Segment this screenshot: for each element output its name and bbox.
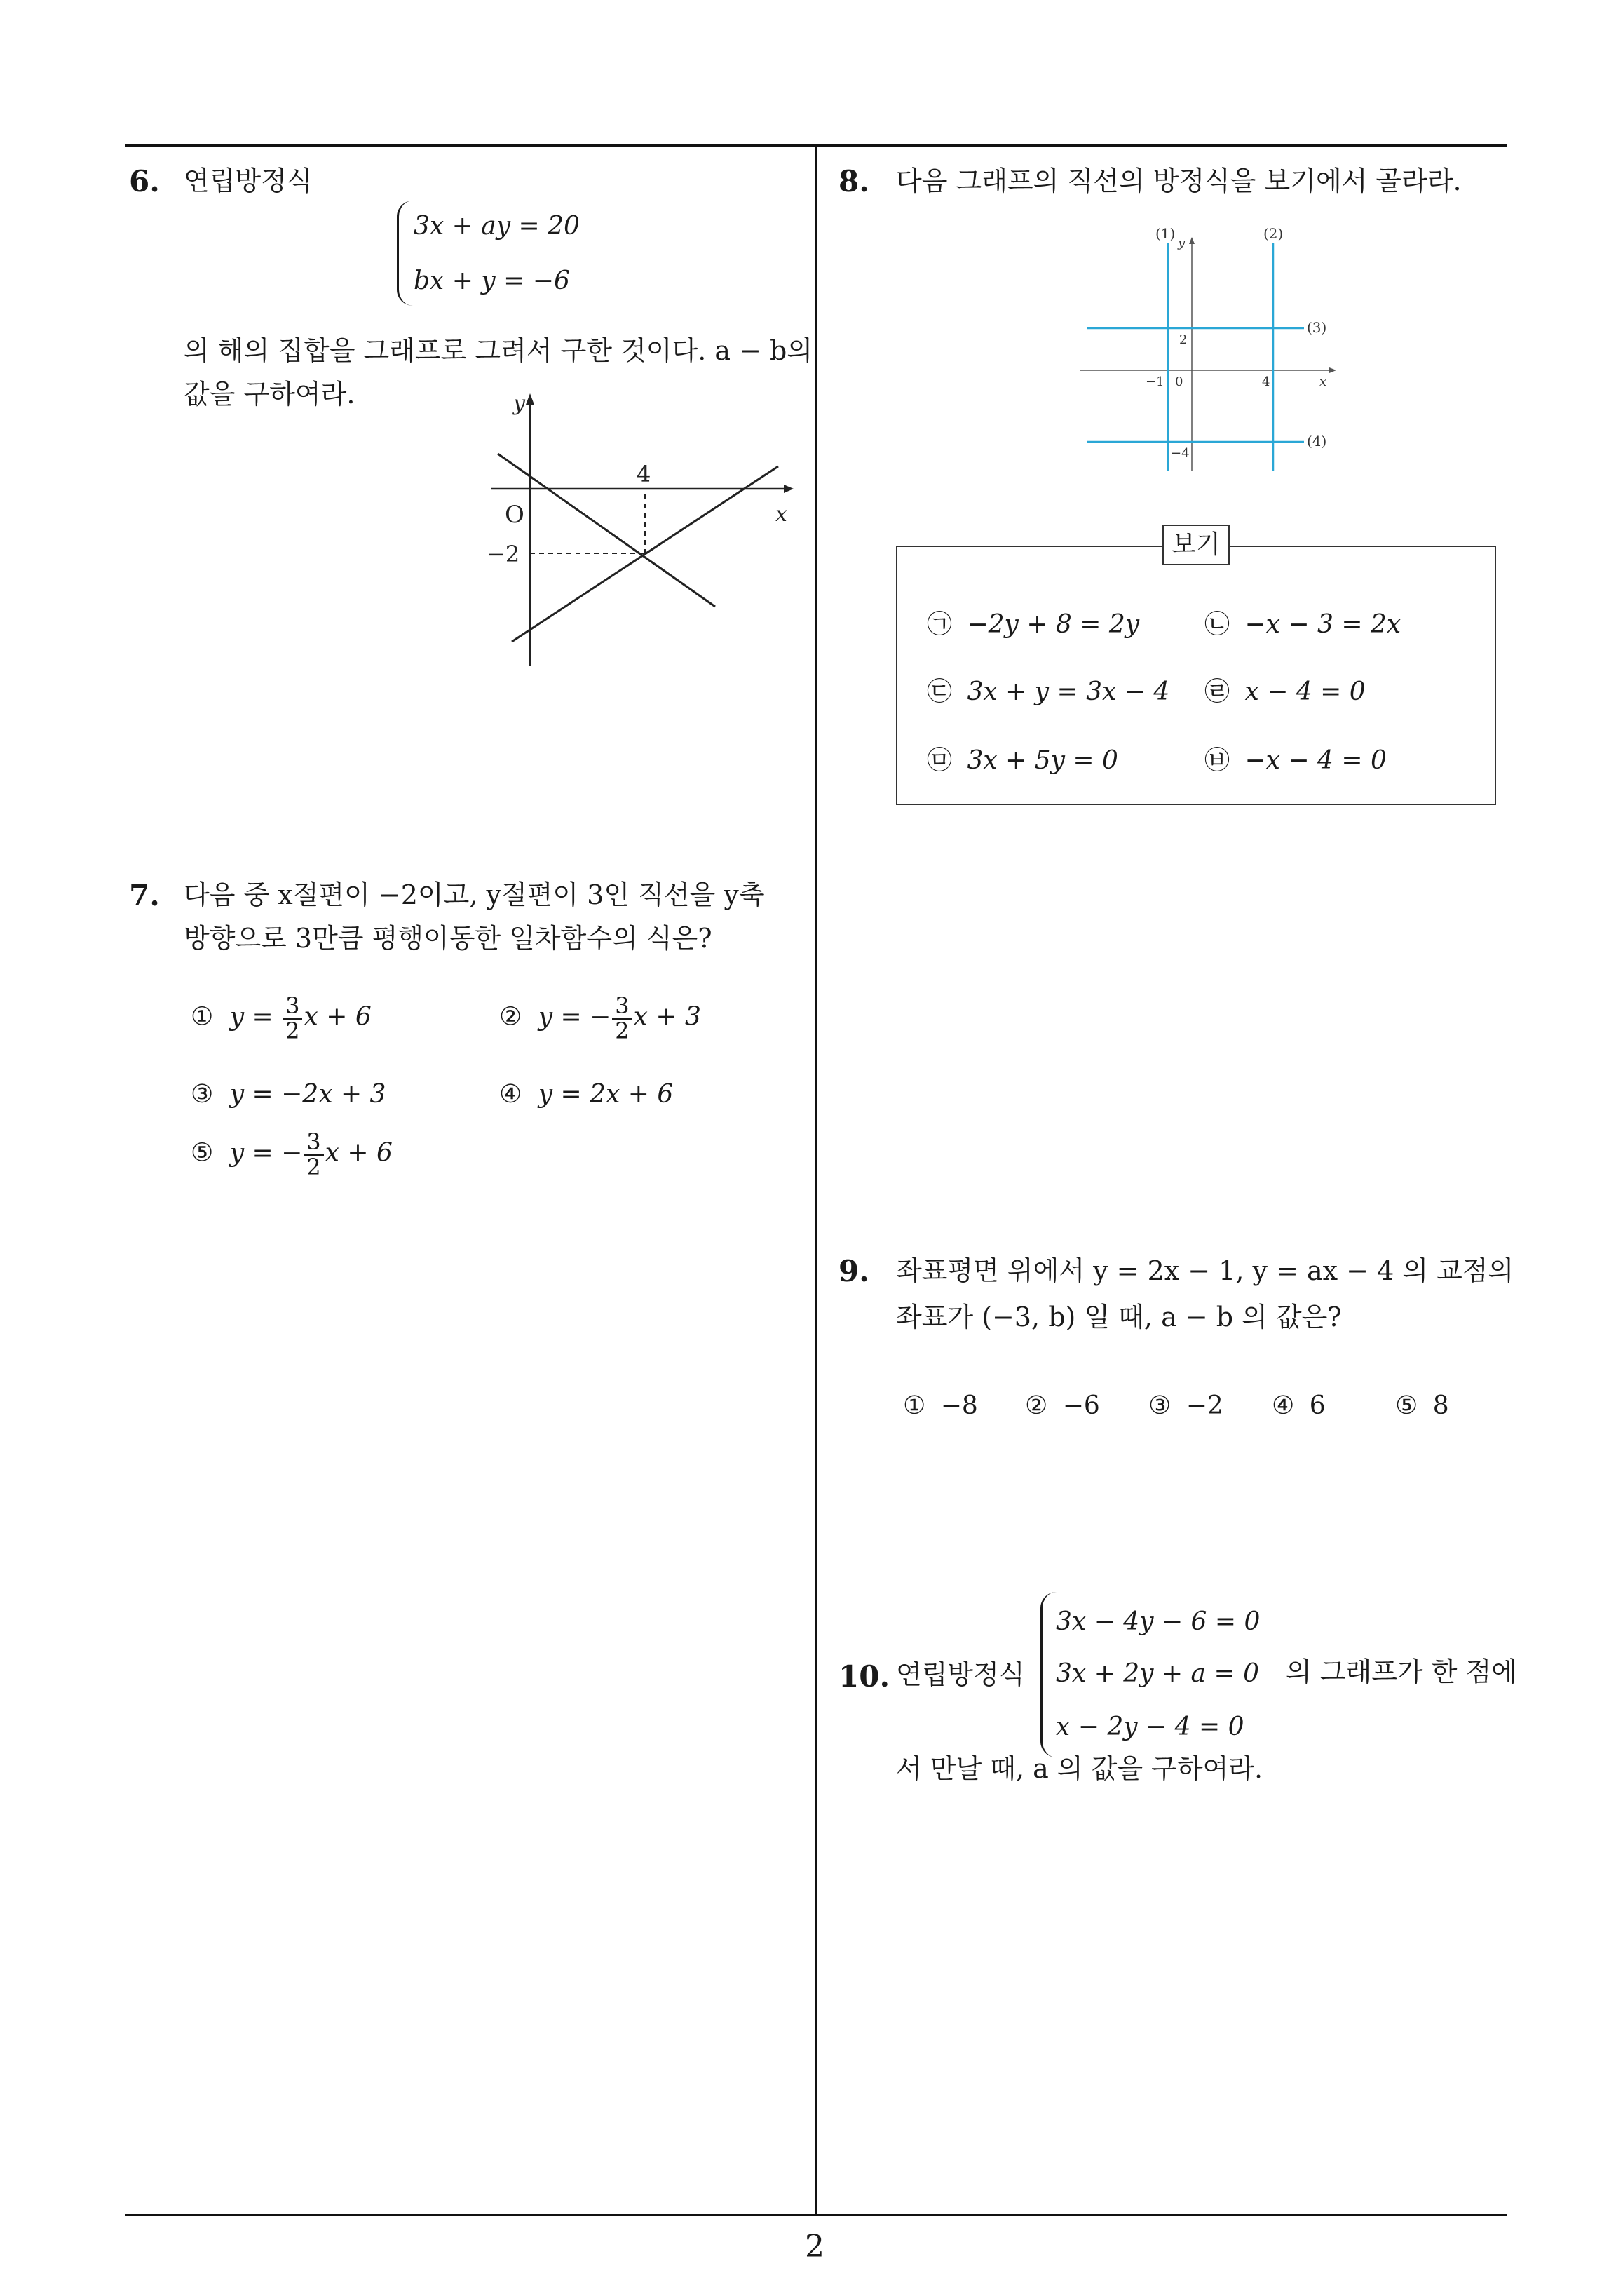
q9-choice-5-value: 8 xyxy=(1432,1391,1449,1420)
q10-tail: 의 그래프가 한 점에 xyxy=(1286,1656,1517,1687)
q7-choice-5[interactable] xyxy=(191,1130,393,1179)
q7-choice-3-mark: ③ xyxy=(191,1080,214,1109)
q8-tick-x-4: 4 xyxy=(1262,374,1270,389)
q6-y-tick-label: −2 xyxy=(487,541,520,567)
q8-tick-y-neg4: −4 xyxy=(1171,446,1190,461)
q7-choice-1[interactable] xyxy=(191,994,372,1043)
q8-option-1 xyxy=(927,605,1139,640)
q6-equation-1: 3x + ay = 20 xyxy=(414,212,580,241)
q6-text-line-2: 값을 구하여라. xyxy=(184,379,355,410)
q6-system-brace xyxy=(397,201,413,306)
q10-equation-3: x − 2y − 4 = 0 xyxy=(1056,1713,1244,1741)
q7-choice-2[interactable] xyxy=(499,994,701,1043)
q9-choice-5[interactable] xyxy=(1395,1391,1449,1420)
q7-choice-4-mark: ④ xyxy=(499,1080,522,1109)
q6-text-line-1: 의 해의 집합을 그래프로 그려서 구한 것이다. a − b의 xyxy=(184,335,813,366)
q9-choice-3-mark: ③ xyxy=(1148,1391,1172,1420)
q6-x-tick-label: 4 xyxy=(637,461,651,487)
q8-option-6-eq: −x − 4 = 0 xyxy=(1244,746,1387,775)
q8-tick-zero: 0 xyxy=(1175,374,1183,389)
q8-line-4-label: (4) xyxy=(1307,433,1327,450)
q8-option-3-eq: 3x + y = 3x − 4 xyxy=(967,677,1170,706)
q7-choice-5-post: x + 6 xyxy=(325,1138,393,1168)
q9-choice-3[interactable] xyxy=(1148,1391,1223,1420)
q7-number: 7. xyxy=(129,878,160,912)
q10-system-brace xyxy=(1040,1592,1057,1757)
q9-choice-4-mark: ④ xyxy=(1272,1391,1295,1420)
q7-choice-1-fraction: $\frac{3}{2}$ xyxy=(283,994,302,1043)
bogi-title: 보기 xyxy=(1162,525,1230,565)
q6-intro: 연립방정식 xyxy=(184,166,313,196)
q9-choice-5-mark: ⑤ xyxy=(1395,1391,1418,1420)
q9-choice-1-value: −8 xyxy=(940,1391,978,1420)
q9-choice-2[interactable] xyxy=(1025,1391,1100,1420)
q7-choice-2-post: x + 3 xyxy=(633,1002,701,1032)
q7-choice-3[interactable] xyxy=(191,1080,386,1109)
q8-option-1-eq: −2y + 8 = 2y xyxy=(967,610,1140,639)
q6-y-axis-arrow xyxy=(526,393,534,405)
q6-x-label: x xyxy=(775,502,787,527)
q7-choice-2-fraction: $\frac{3}{2}$ xyxy=(612,994,632,1043)
q7-choice-1-mark: ① xyxy=(191,1002,214,1032)
q8-y-axis-arrow xyxy=(1189,237,1195,244)
q9-choice-3-value: −2 xyxy=(1186,1391,1223,1420)
q7-choice-1-post: x + 6 xyxy=(304,1002,372,1032)
q6-number: 6. xyxy=(129,164,160,198)
q8-number: 8. xyxy=(838,164,869,198)
q7-choice-4-eq: y = 2x + 6 xyxy=(538,1080,674,1109)
q8-option-2-eq: −x − 3 = 2x xyxy=(1244,610,1401,639)
q8-y-label: y xyxy=(1178,236,1186,250)
q8-option-3 xyxy=(927,672,1169,708)
q8-option-6 xyxy=(1204,741,1387,776)
q9-choice-4-value: 6 xyxy=(1309,1391,1326,1420)
q8-line-2-label: (2) xyxy=(1263,225,1284,242)
q8-line-3-label: (3) xyxy=(1307,319,1327,336)
q8-tick-y-2: 2 xyxy=(1179,332,1188,347)
q10-intro: 연립방정식 xyxy=(896,1659,1025,1690)
q7-text-line-1: 다음 중 x절편이 −2이고, y절편이 3인 직선을 y축 xyxy=(184,879,765,910)
q8-x-axis-arrow xyxy=(1329,367,1336,373)
q10-equation-2: 3x + 2y + a = 0 xyxy=(1056,1659,1259,1688)
q8-option-4-eq: x − 4 = 0 xyxy=(1244,677,1366,706)
bottom-rule xyxy=(125,2214,1507,2216)
q7-choice-5-mark: ⑤ xyxy=(191,1138,214,1168)
column-divider xyxy=(815,144,817,2216)
q6-graph xyxy=(477,382,799,677)
q8-tick-x-neg1: −1 xyxy=(1146,374,1164,389)
q7-text-line-2: 방향으로 3만큼 평행이동한 일차함수의 식은? xyxy=(184,923,712,954)
q8-text: 다음 그래프의 직선의 방정식을 보기에서 골라라. xyxy=(896,166,1462,196)
q8-option-2 xyxy=(1204,605,1401,640)
q7-choice-3-eq: y = −2x + 3 xyxy=(229,1080,386,1109)
q8-option-1-mark: ㉠ xyxy=(927,610,953,639)
q6-x-axis-arrow xyxy=(784,485,794,493)
q8-option-5-eq: 3x + 5y = 0 xyxy=(967,746,1118,775)
q10-text-line-2: 서 만날 때, a 의 값을 구하여라. xyxy=(896,1753,1263,1784)
q6-equation-2: bx + y = −6 xyxy=(414,266,570,295)
q8-graph xyxy=(1073,217,1339,477)
q9-number: 9. xyxy=(838,1254,869,1288)
q9-text-line-1: 좌표평면 위에서 y = 2x − 1, y = ax − 4 의 교점의 xyxy=(896,1255,1514,1286)
q8-option-4 xyxy=(1204,672,1366,708)
q8-option-5 xyxy=(927,741,1118,776)
q8-option-3-mark: ㉢ xyxy=(927,677,953,706)
q9-choice-4[interactable] xyxy=(1272,1391,1326,1420)
q8-option-4-mark: ㉣ xyxy=(1204,677,1230,706)
q9-choice-1[interactable] xyxy=(903,1391,978,1420)
q9-choice-2-mark: ② xyxy=(1025,1391,1048,1420)
q7-choice-2-pre: y = − xyxy=(538,1002,611,1032)
q8-option-2-mark: ㉡ xyxy=(1204,610,1230,639)
q8-option-5-mark: ㉤ xyxy=(927,746,953,775)
q8-option-6-mark: ㉥ xyxy=(1204,746,1230,775)
q10-equation-1: 3x − 4y − 6 = 0 xyxy=(1056,1607,1261,1636)
q9-choice-2-value: −6 xyxy=(1062,1391,1100,1420)
q8-x-label: x xyxy=(1319,374,1327,389)
q6-origin-label: O xyxy=(505,501,524,529)
q7-choice-5-pre: y = − xyxy=(229,1138,303,1168)
q7-choice-5-fraction: $\frac{3}{2}$ xyxy=(304,1130,323,1179)
q7-choice-4[interactable] xyxy=(499,1080,673,1109)
q7-choice-2-mark: ② xyxy=(499,1002,522,1032)
q7-choice-1-pre: y = xyxy=(229,1002,282,1032)
q6-y-label: y xyxy=(513,391,525,416)
q9-text-line-2: 좌표가 (−3, b) 일 때, a − b 의 값은? xyxy=(896,1302,1342,1332)
page-number: 2 xyxy=(805,2229,824,2264)
q10-number: 10. xyxy=(838,1659,890,1694)
q8-line-1-label: (1) xyxy=(1155,225,1176,242)
q9-choice-1-mark: ① xyxy=(903,1391,926,1420)
